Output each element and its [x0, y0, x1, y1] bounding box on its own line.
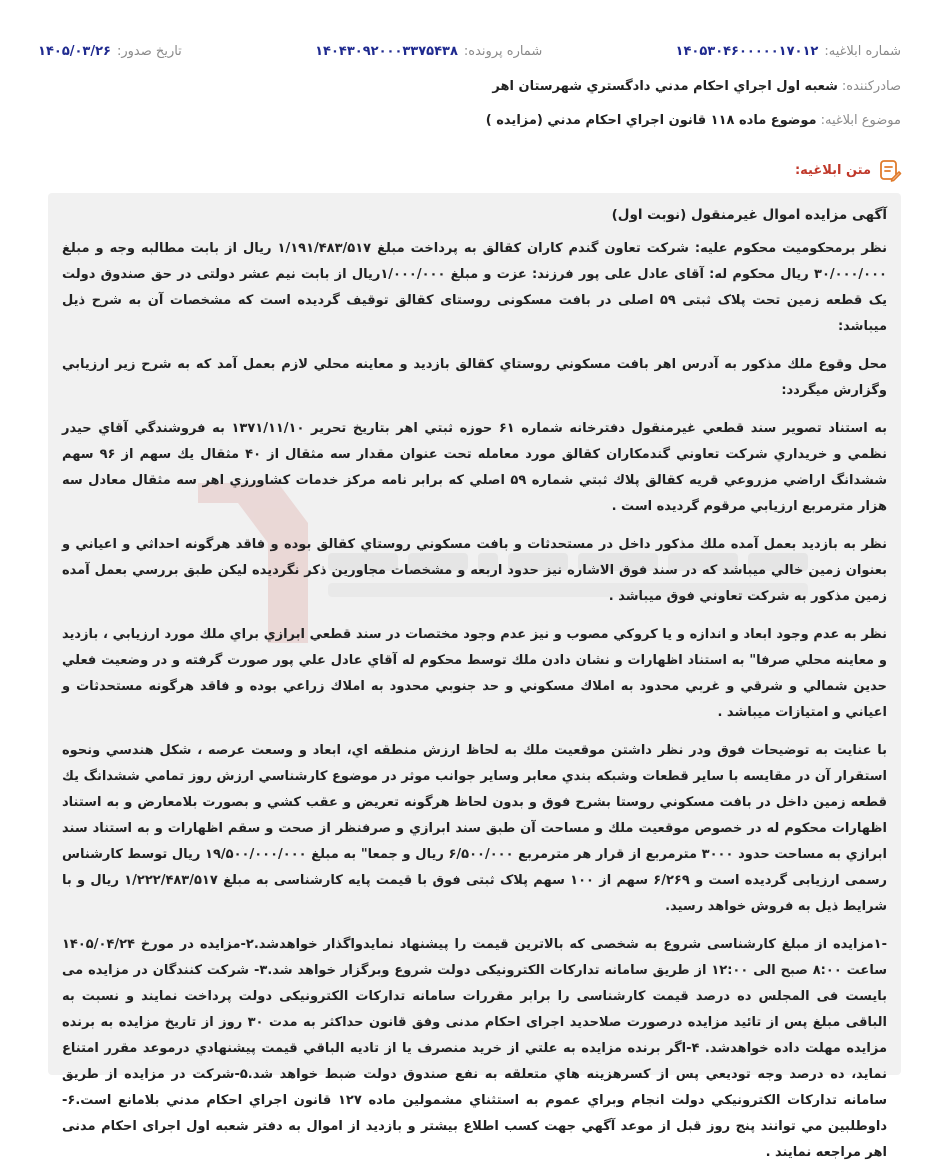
notice-paragraph: نظر برمحکومیت محکوم علیه: شرکت تعاون گندم کاران کقالق به پرداخت مبلغ ۱/۱۹۱/۴۸۳/۵۱۷ ریال از بابت مطالبه وجه و مبلغ ۳۰/۰۰۰/۰۰۰ ریال محکوم له: آقای عادل علی پور فرزند: عزت و مبلغ ۱/۰۰۰/۰۰۰ریال از بابت نیم عشر دولتی در حق صندوق دولت یک قطعه زمین تحت پلاک ثبتی ۵۹ اصلی در بافت مسکونی روستای کقالق توقیف گردیده است که مشخصات آن به شرح ذیل میباشد: — [62, 241, 887, 334]
issue-date-label: تاریخ صدور: — [117, 44, 182, 59]
notice-number-label: شماره ابلاغیه: — [824, 44, 901, 59]
notice-paragraph: نظر به عدم وجود ابعاد و اندازه و يا كروكي مصوب و نيز عدم وجود مختصات در سند قطعي ابرازي براي ملك مورد ارزيابي ، بازديد و معاينه محلي صرفا" به استناد اظهارات و نشان دادن ملك توسط محكوم له آقاي عادل علي پور صورت گرفته و در وضعيت فعلي حدين شمالي و شرقي و غربي محدود به املاك مسكوني و حد جنوبي محدود به املاك زراعي بوده و فاقد هرگونه مستحدثات و اعياني و امتيازات ميباشد . — [62, 627, 887, 720]
issue-date — [38, 44, 182, 59]
notice-body — [48, 193, 901, 1160]
notice-number-value: ۱۴۰۵۳۰۴۶۰۰۰۰۰۱۷۰۱۲ — [675, 44, 819, 59]
notice-number — [676, 44, 901, 59]
section-title-text: متن ابلاغیه: — [794, 162, 871, 178]
subject-label: موضوع ابلاغیه: — [820, 113, 901, 128]
issuer-value: شعبه اول اجراي احكام مدني دادگستري شهرستان اهر — [492, 79, 838, 94]
case-number — [315, 44, 542, 59]
notice-paragraph: نظر به بازديد بعمل آمده ملك مذكور داخل در مستحدثات و بافت مسكوني روستاي كقالق بوده و فاقد هرگونه احداثي و اعياني و بعنوان زمين خالي ميباشد كه در سند فوق الاشاره نيز حدود اربعه و مشخصات مجاورين ذكر نگرديده ليكن طبق بررسي بعمل آمده زمين مذكور به شركت تعاوني فوق ميباشد . — [62, 537, 887, 604]
notice-paragraph: محل وقوع ملك مذكور به آدرس اهر بافت مسكوني روستاي كقالق بازديد و معاينه محلي لازم بعمل آمد كه به شرح زير ارزيابي وگزارش ميگردد: — [62, 357, 887, 398]
case-number-value: ۱۴۰۴۳۰۹۲۰۰۰۳۳۷۵۴۳۸ — [315, 44, 458, 59]
issuer-label: صادرکننده: — [841, 79, 901, 94]
notice-paragraph: -۱مزایده از مبلغ کارشناسی شروع به شخصی که بالاترین قیمت را پیشنهاد نمایدواگذار خواهدشد.۲-مزایده در مورخ ۱۴۰۵/۰۴/۲۴ ساعت ۸:۰۰ صبح الی ۱۲:۰۰ از طریق سامانه تدارکات الکترونیکی دولت شروع وبرگزار خواهد شد.۳- شرکت کنندگان در مزایده می بایست فی المجلس ده درصد قیمت کارشناسی را برابر مقررات سامانه تدارکات الکترونیکی دولت پرداخت نمایند و نسبت به الباقی مبلغ پس از تائید مزایده درصورت صلاحدید اجرای احکام مدنی وفق قانون حداکثر به مدت ۳۰ روز از تاریخ مزایده به برنده مزایده مهلت داده خواهدشد. ۴-اگر برنده مزایده به علتي از خريد منصرف يا از تاديه الباقي قيمت پيشنهادي درموعد مقرر امتناع نمايد، ده درصد وجه توديعي پس از كسرهزينه هاي متعلقه به نفع صندوق دولت ضبط خواهد شد.۵-شرکت در مزايده از طريق سامانه تدارکات الکترونيکي دولت انجام وبراي عموم به استثناي مشمولين ماده ۱۲۷ قانون اجراي احكام مدني بلامانع است.۶-داوطلبين مي توانند پنج روز قبل از موعد آگهي جهت كسب اطلاع بيشتر و بازديد از اموال به دفتر شعبه اول اجرای احکام مدنی اهر مراجعه نمايند . — [62, 937, 887, 1160]
case-number-label: شماره پرونده: — [463, 44, 543, 59]
subject-value: موضوع ماده ۱۱۸ قانون اجراي احكام مدني (مزايده ) — [485, 113, 817, 128]
header-meta-row — [38, 44, 901, 59]
issuer-row — [38, 79, 901, 94]
notice-paragraph: با عنايت به توضيحات فوق ودر نظر داشتن موقعيت ملك به لحاظ ارزش منطقه اي، ابعاد و وسعت عرصه ، شكل هندسي ونحوه استقرار آن در مقايسه با ساير قطعات وشبكه بندي معابر وساير جوانب موثر در موضوع كارشناسي ارزش روز تمامي ششدانگ يك قطعه زمين داخل در بافت مسكوني روستا بشرح فوق و بدون لحاظ هرگونه تعريض و عقب كشي و بصورت بلامعارض و به استناد اظهارات محكوم له در خصوص موقعيت ملك و مساحت آن طبق سند ابرازي و صرفنظر از صحت و سقم اظهارات و به استناد سند ابرازي به مساحت حدود ۳۰۰۰ مترمربع از قرار هر مترمربع ۶/۵۰۰/۰۰۰ ريال و جمعا" به مبلغ ۱۹/۵۰۰/۰۰۰/۰۰۰ ريال توسط کارشناس رسمی ارزیابی گردیده است و ۶/۲۶۹ سهم از ۱۰۰ سهم پلاک ثبتی فوق با قیمت پایه کارشناسی به مبلغ ۱/۲۲۲/۴۸۳/۵۱۷ ریال و با شرایط ذیل به فروش خواهد رسید. — [62, 743, 888, 914]
notice-body-title: آگهی مزایده اموال غیرمنقول (نوبت اول) — [611, 207, 887, 223]
notice-paragraph: به استناد تصوير سند قطعي غيرمنقول دفترخانه شماره ۶۱ حوزه ثبتي اهر بتاريخ تحرير ۱۳۷۱/۱۱/۱۰ به فروشندگي آقاي حيدر نظمي و خريداري شركت تعاوني گندمكاران كقالق مورد معامله تحت عنوان مقدار سه مثقال از ۴۰ مثقال يك سهم از ۹۶ سهم ششدانگ اراضي مزروعي قريه كقالق پلاك ثبتي شماره ۵۹ اصلي كه برابر نامه مركز خدمات كشاورزي اهر سه مثقال معادل سه هزار مترمربع ارزيابي مرقوم گرديده است . — [62, 421, 887, 514]
subject-row — [38, 113, 901, 128]
section-title — [795, 158, 901, 182]
issue-date-value: ۱۴۰۵/۰۳/۲۶ — [38, 44, 111, 59]
document-edit-icon — [879, 158, 901, 182]
